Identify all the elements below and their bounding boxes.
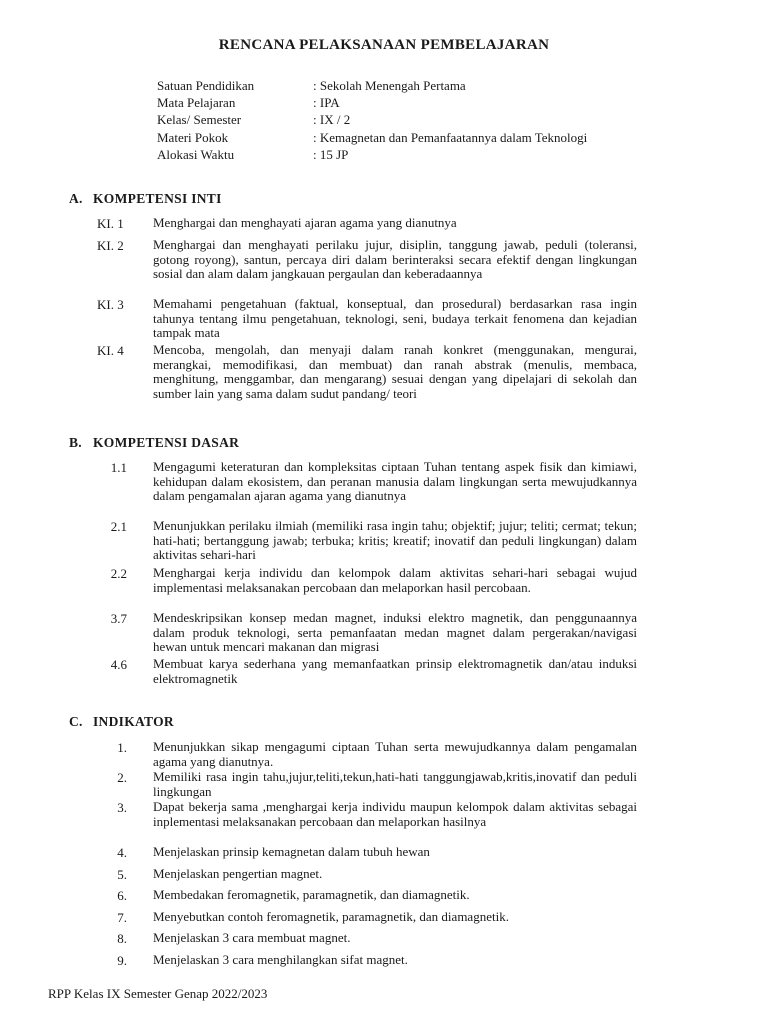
item-number: KI. 4 <box>97 343 124 358</box>
section-letter: A. <box>69 191 83 206</box>
item-text: Mengagumi keteraturan dan kompleksitas ciptaan Tuhan tentang aspek fisik dan kimiawi, kehidupan dalam ekosistem, dan peranan manusia dalam lingkungan serta mewujudkannya dalam pengamalan ajaran agama yang dianutnya <box>153 459 637 504</box>
meta-row <box>157 111 587 128</box>
item-number: 3.7 <box>110 611 127 626</box>
meta-value: : IX / 2 <box>313 112 351 128</box>
item-text: Membedakan feromagnetik, paramagnetik, dan diamagnetik. <box>153 887 470 902</box>
item-text: Mendeskripsikan konsep medan magnet, induksi elektro magnetik, dan penggunaannya dalam produk teknologi, serta pemanfaatan medan magnet dalam pergerakan/navigasi hewan untuk mencari makanan dan migrasi <box>153 610 637 655</box>
identity-table <box>157 77 587 163</box>
item-text: Memahami pengetahuan (faktual, konseptual, dan prosedural) berdasarkan rasa ingin tahunya tentang ilmu pengetahuan, teknologi, seni, budaya terkait fenomena dan kejadian tampak mata <box>153 296 637 341</box>
item-number: 1.1 <box>110 460 127 475</box>
meta-value: : 15 JP <box>313 146 349 162</box>
item-text: Menunjukkan sikap mengagumi ciptaan Tuhan serta mewujudkannya dalam pengamalan agama yang dianutnya. <box>153 739 637 769</box>
item-number: 7. <box>117 910 127 925</box>
item-number: 2.1 <box>110 519 127 534</box>
meta-label: Mata Pelajaran <box>157 95 236 111</box>
meta-row <box>157 129 587 146</box>
item-number: 4.6 <box>110 657 127 672</box>
item-number: KI. 1 <box>97 216 124 231</box>
item-text: Menghargai dan menghayati perilaku jujur, disiplin, tanggung jawab, peduli (toleransi, gotong royong), santun, percaya diri dalam berinteraksi secara efektif dengan lingkungan sosial dan alam dalam jangkauan pergaulan dan keberadaannya <box>153 237 637 282</box>
meta-label: Alokasi Waktu <box>157 146 235 162</box>
item-number: KI. 3 <box>97 297 124 312</box>
page-footer: RPP Kelas IX Semester Genap 2022/2023 <box>48 986 268 1001</box>
item-text: Membuat karya sederhana yang memanfaatkan prinsip elektromagnetik dan/atau induksi elektromagnetik <box>153 656 637 686</box>
item-number: KI. 2 <box>97 238 124 253</box>
item-number: 2.2 <box>110 566 127 581</box>
item-text: Memiliki rasa ingin tahu,jujur,teliti,tekun,hati-hati tanggungjawab,kritis,inovatif dan peduli lingkungan <box>153 769 637 799</box>
item-text: Dapat bekerja sama ,menghargai kerja individu maupun kelompok dalam aktivitas sebagai inplementasi melaksanakan percobaan dan melaporkan hasilnya <box>153 799 637 829</box>
item-text: Menjelaskan 3 cara menghilangkan sifat magnet. <box>153 952 408 967</box>
section-title: KOMPETENSI DASAR <box>93 435 240 450</box>
section-title: KOMPETENSI INTI <box>93 191 222 206</box>
item-number: 4. <box>117 845 127 860</box>
item-text: Menunjukkan perilaku ilmiah (memiliki rasa ingin tahu; objektif; jujur; teliti; cermat; tekun; hati-hati; bertanggung jawab; terbuka; kritis; kreatif; inovatif dan peduli lingkungan) dalam aktivitas sehari-hari <box>153 518 637 563</box>
section-heading-indikator <box>69 714 174 730</box>
item-text: Menjelaskan 3 cara membuat magnet. <box>153 930 351 945</box>
item-number: 2. <box>117 770 127 785</box>
meta-label: Satuan Pendidikan <box>157 78 255 93</box>
section-heading-kompetensi-inti <box>69 191 222 207</box>
item-number: 5. <box>117 867 127 882</box>
item-number: 3. <box>117 800 127 815</box>
meta-label: Materi Pokok <box>157 129 229 145</box>
item-number: 6. <box>117 888 127 903</box>
item-text: Menjelaskan pengertian magnet. <box>153 866 323 881</box>
document-title: RENCANA PELAKSANAAN PEMBELAJARAN <box>218 37 550 53</box>
meta-value: : Kemagnetan dan Pemanfaatannya dalam Teknologi <box>313 129 588 145</box>
meta-row <box>157 146 587 163</box>
item-number: 9. <box>117 953 127 968</box>
item-number: 1. <box>117 740 127 755</box>
meta-value: : IPA <box>313 95 340 111</box>
section-title: INDIKATOR <box>93 714 174 729</box>
item-text: Menghargai kerja individu dan kelompok dalam aktivitas sehari-hari sebagai wujud implementasi melaksanakan percobaan dan melaporkan hasil percobaan. <box>153 565 637 595</box>
item-number: 8. <box>117 931 127 946</box>
section-letter: B. <box>69 435 82 450</box>
meta-row <box>157 94 587 111</box>
section-heading-kompetensi-dasar <box>69 435 239 451</box>
meta-label: Kelas/ Semester <box>157 112 242 128</box>
item-text: Menyebutkan contoh feromagnetik, paramagnetik, dan diamagnetik. <box>153 909 509 924</box>
meta-row <box>157 77 587 94</box>
item-text: Menghargai dan menghayati ajaran agama yang dianutnya <box>153 215 457 230</box>
meta-value: : Sekolah Menengah Pertama <box>313 78 466 93</box>
item-text: Mencoba, mengolah, dan menyaji dalam ranah konkret (menggunakan, mengurai, merangkai, memodifikasi, dan membuat) dan ranah abstrak (menulis, membaca, menghitung, menggambar, dan mengarang) sesuai dengan yang dipelajari di sekolah dan sumber lain yang sama dalam sudut pandang/ teori <box>153 342 637 401</box>
item-text: Menjelaskan prinsip kemagnetan dalam tubuh hewan <box>153 844 430 859</box>
section-letter: C. <box>69 714 83 729</box>
